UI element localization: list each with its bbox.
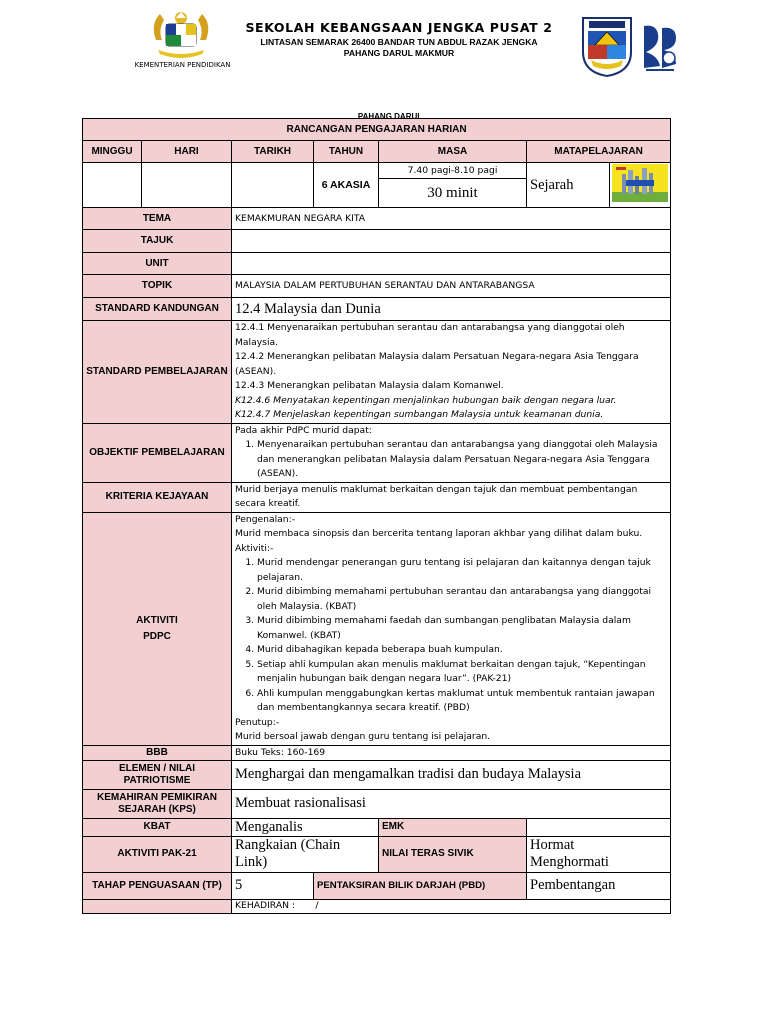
- nilai-teras-value: [527, 836, 671, 872]
- label-standard-kandungan: STANDARD KANDUNGAN: [83, 298, 232, 321]
- objektif-list: [235, 438, 667, 482]
- school-name: SEKOLAH KEBANGSAAN JENGKA PUSAT 2: [245, 20, 553, 35]
- label-aktiviti-pak21: AKTIVITI PAK-21: [83, 836, 232, 872]
- penutup-label: Penutup:-: [235, 716, 280, 728]
- list-item: 1. Menyenaraikan pertubuhan serantau dan antarabangsa yang dianggotai oleh Malaysia dan menerangkan pelibatan Malaysia dalam Persatuan Negara-negara Asia Tenggara (ASEAN).: [257, 438, 667, 482]
- tarikh-value: [232, 163, 314, 208]
- lesson-plan-table: [82, 118, 671, 914]
- label-topik: TOPIK: [83, 275, 232, 298]
- list-item: 3. Murid dibimbing memahami faedah dan sumbangan penglibatan Malaysia dalam Komanwel. (KBAT): [257, 614, 667, 643]
- tajuk-value: [232, 230, 671, 253]
- kehadiran-label-cell: [83, 899, 232, 913]
- pengenalan-text: Murid membaca sinopsis dan bercerita tentang laporan akhbar yang dilihat dalam buku.: [235, 528, 643, 539]
- col-header-hari: HARI: [142, 141, 232, 163]
- label-unit: UNIT: [83, 253, 232, 275]
- unit-value: [232, 253, 671, 275]
- kehadiran-value: KEHADIRAN : /: [232, 899, 671, 913]
- coat-of-arms-icon: [148, 10, 214, 58]
- standard-pembelajaran-list: [232, 321, 671, 424]
- tema-value: KEMAKMURAN NEGARA KITA: [232, 208, 671, 230]
- sp-item: 12.4.3 Menerangkan pelibatan Malaysia dalam Komanwel.: [235, 380, 504, 391]
- elemen-value: Menghargai dan mengamalkan tradisi dan budaya Malaysia: [232, 760, 671, 789]
- label-aktiviti-line1: AKTIVITI: [136, 614, 178, 626]
- sp-item: K12.4.7 Menjelaskan kepentingan sumbangan Malaysia untuk keamanan dunia.: [235, 409, 604, 420]
- aktiviti-list: [235, 556, 667, 716]
- minggu-value: [83, 163, 142, 208]
- label-emk: EMK: [379, 818, 527, 836]
- label-standard-pembelajaran: STANDARD PEMBELAJARAN: [83, 321, 232, 424]
- col-header-minggu: MINGGU: [83, 141, 142, 163]
- col-header-matapelajaran: MATAPELAJARAN: [527, 141, 671, 163]
- label-pentaksiran: PENTAKSIRAN BILIK DARJAH (PBD): [314, 872, 527, 899]
- aktiviti-pak21-value: Rangkaian (Chain Link): [232, 836, 379, 872]
- subject-value: Sejarah: [527, 163, 610, 208]
- label-elemen: ELEMEN / NILAI PATRIOTISME: [83, 760, 232, 789]
- subject-image-cell: [610, 163, 671, 208]
- pentaksiran-value: Pembentangan: [527, 872, 671, 899]
- col-header-tahun: TAHUN: [314, 141, 379, 163]
- list-item: 1. Murid mendengar penerangan guru tentang isi pelajaran dan kaitannya dengan tajuk pelajaran.: [257, 556, 667, 585]
- col-header-masa: MASA: [379, 141, 527, 163]
- hari-value: [142, 163, 232, 208]
- school-address-line2: PAHANG DARUL MAKMUR: [343, 48, 455, 58]
- aktiviti-label: Aktiviti:-: [235, 542, 274, 554]
- nilai-teras-line2: Menghormati: [530, 854, 609, 870]
- time-range: 7.40 pagi-8.10 pagi: [379, 163, 527, 179]
- objektif-intro: Pada akhir PdPC murid dapat:: [235, 424, 372, 436]
- list-item: 4. Murid dibahagikan kepada beberapa buah kumpulan.: [257, 643, 667, 658]
- emk-value: [527, 818, 671, 836]
- label-aktiviti-line2: PDPC: [143, 630, 171, 642]
- nilai-teras-line1: Hormat: [530, 837, 575, 853]
- kemahiran-value: Membuat rasionalisasi: [232, 789, 671, 818]
- pengenalan-label: Pengenalan:-: [235, 513, 296, 525]
- label-tema: TEMA: [83, 208, 232, 230]
- kbat-value: Menganalis: [232, 818, 379, 836]
- label-kriteria: KRITERIA KEJAYAAN: [83, 482, 232, 512]
- col-header-tarikh: TARIKH: [232, 141, 314, 163]
- label-tajuk: TAJUK: [83, 230, 232, 253]
- aktiviti-content: [232, 512, 671, 745]
- school-crest-icon: [579, 14, 635, 78]
- bbb-value: Buku Teks: 160-169: [232, 745, 671, 760]
- topik-value: MALAYSIA DALAM PERTUBUHAN SERANTAU DAN ANTARABANGSA: [232, 275, 671, 298]
- penutup-text: Murid bersoal jawab dengan guru tentang isi pelajaran.: [235, 731, 491, 742]
- kriteria-value: Murid berjaya menulis maklumat berkaitan dengan tajuk dan membuat pembentangan secara kreatif.: [232, 482, 671, 512]
- tahap-value: 5: [232, 872, 314, 899]
- school-badge-icon: [642, 22, 678, 72]
- ghost-header-text: PAHANG DARUL: [357, 112, 423, 118]
- list-item: 2. Murid dibimbing memahami pertubuhan serantau dan antarabangsa yang dianggotai oleh Malaysia. (KBAT): [257, 585, 667, 614]
- list-item: 5. Setiap ahli kumpulan akan menulis maklumat berkaitan dengan tajuk, “Kepentingan menjalin hubungan baik dengan negara luar”. (PAK-21): [257, 658, 667, 687]
- ministry-label: KEMENTERIAN PENDIDIKAN: [134, 61, 231, 69]
- label-objektif: OBJEKTIF PEMBELAJARAN: [83, 423, 232, 482]
- label-kbat: KBAT: [83, 818, 232, 836]
- objektif-content: [232, 423, 671, 482]
- sp-item: K12.4.6 Menyatakan kepentingan menjalinkan hubungan baik dengan negara luar.: [235, 394, 617, 406]
- tahun-value: 6 AKASIA: [314, 163, 379, 208]
- sp-item: 12.4.2 Menerangkan pelibatan Malaysia dalam Persatuan Negara-negara Asia Tenggara (ASEAN).: [235, 351, 639, 377]
- sp-item: 12.4.1 Menyenaraikan pertubuhan serantau dan antarabangsa yang dianggotai oleh Malaysia.: [235, 322, 625, 348]
- table-title: RANCANGAN PENGAJARAN HARIAN: [83, 119, 671, 141]
- sejarah-book-cover-icon: [612, 164, 668, 206]
- label-bbb: BBB: [83, 745, 232, 760]
- list-item: 6. Ahli kumpulan menggabungkan kertas maklumat untuk membentuk rantaian jawapan dan membentangkannya secara kreatif. (PBD): [257, 687, 667, 716]
- label-kemahiran: KEMAHIRAN PEMIKIRAN SEJARAH (KPS): [83, 789, 232, 818]
- duration: 30 minit: [379, 179, 527, 208]
- label-nilai-teras: NILAI TERAS SIVIK: [379, 836, 527, 872]
- label-tahap: TAHAP PENGUASAAN (TP): [83, 872, 232, 899]
- standard-kandungan-value: 12.4 Malaysia dan Dunia: [232, 298, 671, 321]
- label-aktiviti: [83, 512, 232, 745]
- school-address-line1: LINTASAN SEMARAK 26400 BANDAR TUN ABDUL RAZAK JENGKA: [260, 37, 538, 47]
